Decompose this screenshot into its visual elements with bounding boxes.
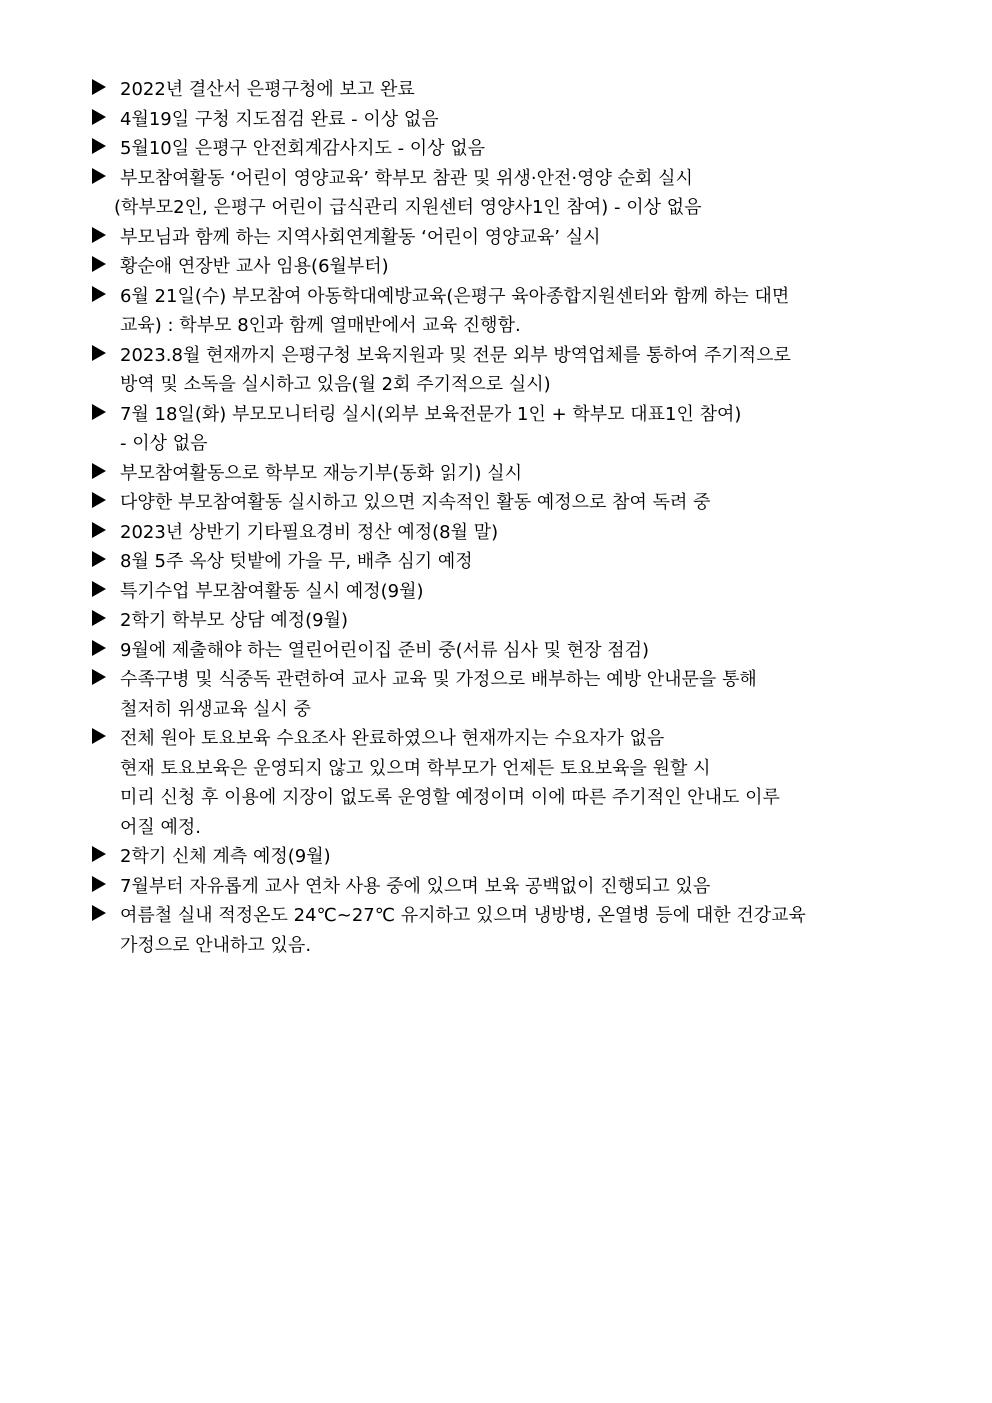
- list-item: [92, 547, 892, 577]
- list-item-text: 다양한 부모참여활동 실시하고 있으면 지속적인 활동 예정으로 참여 독려 중: [120, 492, 711, 513]
- right-triangle-icon: [92, 286, 106, 302]
- list-item-text: 4월19일 구청 지도점검 완료 - 이상 없음: [120, 108, 439, 130]
- list-item-text: 2023년 상반기 기타필요경비 정산 예정(8월 말): [120, 521, 499, 543]
- list-item-text: 7월 18일(화) 부모모니터링 실시(외부 보육전문가 1인 + 학부모 대표1인 참여): [120, 403, 742, 425]
- list-item-continuation: 가정으로 안내하고 있음.: [120, 934, 312, 956]
- list-item-text: 부모님과 함께 하는 지역사회연계활동 ‘어린이 영양교육’ 실시: [120, 226, 601, 248]
- list-item-text: 부모참여활동으로 학부모 재능기부(동화 읽기) 실시: [120, 462, 523, 484]
- list-item-continuation: 현재 토요보육은 운영되지 않고 있으며 학부모가 언제든 토요보육을 원할 시: [120, 757, 711, 779]
- right-triangle-icon: [92, 256, 106, 272]
- list-item-text: 6월 21일(수) 부모참여 아동학대예방교육(은평구 육아종합지원센터와 함께 하는 대면: [120, 285, 790, 307]
- list-item: [92, 341, 892, 400]
- right-triangle-icon: [92, 227, 106, 243]
- list-item: [92, 488, 892, 518]
- list-item: [92, 665, 892, 724]
- list-item-text: 2학기 신체 계측 예정(9월): [120, 846, 331, 867]
- list-item: [92, 901, 892, 960]
- right-triangle-icon: [92, 640, 106, 656]
- report-list: [92, 75, 892, 960]
- list-item: [92, 223, 892, 253]
- list-item-text: 부모참여활동 ‘어린이 영양교육’ 학부모 참관 및 위생·안전·영양 순회 실시: [120, 167, 693, 189]
- right-triangle-icon: [92, 846, 106, 862]
- list-item: [92, 577, 892, 607]
- list-item: [92, 164, 892, 223]
- list-item: [92, 400, 892, 459]
- list-item: [92, 459, 892, 489]
- right-triangle-icon: [92, 463, 106, 479]
- list-item-text: 7월부터 자유롭게 교사 연차 사용 중에 있으며 보육 공백없이 진행되고 있음: [120, 875, 711, 897]
- list-item: [92, 134, 892, 164]
- list-item-text: 5월10일 은평구 안전회계감사지도 - 이상 없음: [120, 138, 486, 159]
- list-item-text: 2023.8월 현재까지 은평구청 보육지원과 및 전문 외부 방역업체를 통하여 주기적으로: [120, 344, 791, 366]
- right-triangle-icon: [92, 669, 106, 685]
- list-item: [92, 606, 892, 636]
- list-item-text: 9월에 제출해야 하는 열린어린이집 준비 중(서류 심사 및 현장 점검): [120, 639, 650, 661]
- list-item: [92, 252, 892, 282]
- list-item-text: 특기수업 부모참여활동 실시 예정(9월): [120, 580, 424, 602]
- list-item-text: 2학기 학부모 상담 예정(9월): [120, 610, 348, 631]
- right-triangle-icon: [92, 138, 106, 154]
- list-item-continuation: (학부모2인, 은평구 어린이 급식관리 지원센터 영양사1인 참여) - 이상 없음: [114, 197, 702, 218]
- list-item-continuation: - 이상 없음: [120, 433, 208, 454]
- right-triangle-icon: [92, 581, 106, 597]
- list-item-continuation: 교육) : 학부모 8인과 함께 열매반에서 교육 진행함.: [120, 315, 521, 336]
- list-item-text: 8월 5주 옥상 텃밭에 가을 무, 배추 심기 예정: [120, 551, 473, 572]
- list-item-continuation: 미리 신청 후 이용에 지장이 없도록 운영할 예정이며 이에 따른 주기적인 안내도 이루: [120, 787, 780, 808]
- list-item-continuation: 방역 및 소독을 실시하고 있음(월 2회 주기적으로 실시): [120, 374, 551, 395]
- list-item: [92, 842, 892, 872]
- list-item-text: 여름철 실내 적정온도 24℃~27℃ 유지하고 있으며 냉방병, 온열병 등에 대한 건강교육: [120, 905, 806, 926]
- list-item-continuation: 철저히 위생교육 실시 중: [120, 698, 312, 720]
- list-item-text: 황순애 연장반 교사 임용(6월부터): [120, 256, 389, 277]
- right-triangle-icon: [92, 109, 106, 125]
- list-item-continuation: 어질 예정.: [120, 816, 201, 838]
- list-item-text: 수족구병 및 식중독 관련하여 교사 교육 및 가정으로 배부하는 예방 안내문을 통해: [120, 669, 757, 690]
- right-triangle-icon: [92, 728, 106, 744]
- list-item: [92, 75, 892, 105]
- right-triangle-icon: [92, 610, 106, 626]
- list-item: [92, 872, 892, 902]
- right-triangle-icon: [92, 522, 106, 538]
- list-item: [92, 518, 892, 548]
- right-triangle-icon: [92, 168, 106, 184]
- right-triangle-icon: [92, 404, 106, 420]
- right-triangle-icon: [92, 79, 106, 95]
- list-item: [92, 282, 892, 341]
- right-triangle-icon: [92, 876, 106, 892]
- list-item: [92, 636, 892, 666]
- right-triangle-icon: [92, 345, 106, 361]
- list-item: [92, 105, 892, 135]
- right-triangle-icon: [92, 551, 106, 567]
- list-item-text: 2022년 결산서 은평구청에 보고 완료: [120, 79, 415, 100]
- right-triangle-icon: [92, 492, 106, 508]
- right-triangle-icon: [92, 905, 106, 921]
- list-item: [92, 724, 892, 842]
- list-item-text: 전체 원아 토요보육 수요조사 완료하였으나 현재까지는 수요자가 없음: [120, 728, 665, 749]
